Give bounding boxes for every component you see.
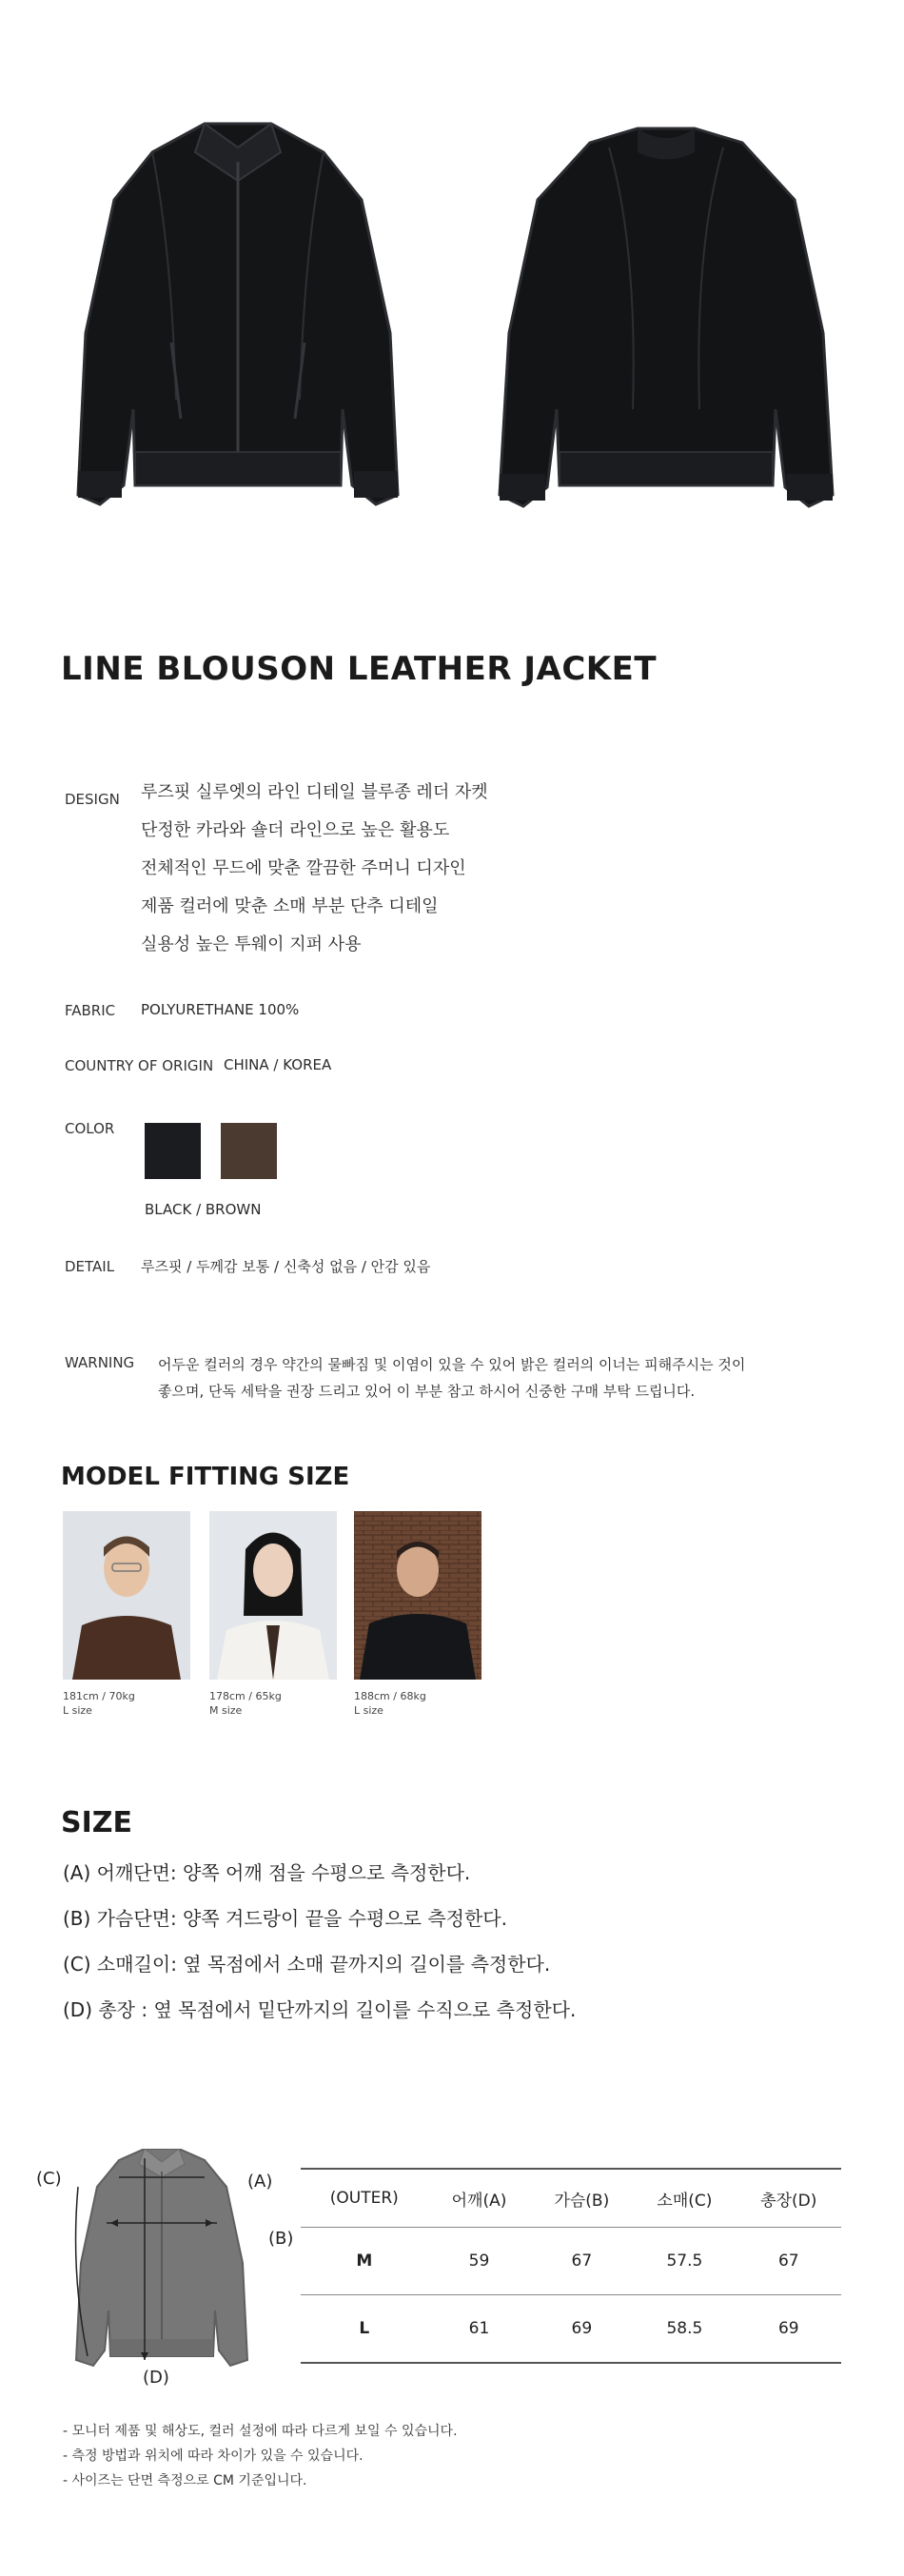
measure-line-d: (D) 총장 : 옆 목점에서 밑단까지의 길이를 수직으로 측정한다.	[63, 1998, 577, 2021]
model-photo-3	[354, 1511, 481, 1680]
measure-line-a: (A) 어깨단면: 양쪽 어깨 점을 수평으로 측정한다.	[63, 1861, 471, 1884]
model-caption-2	[209, 1689, 282, 1718]
note-line: - 모니터 제품 및 해상도, 컬러 설정에 따라 다르게 보일 수 있습니다.	[63, 2424, 458, 2439]
warning-line: 좋으며, 단독 세탁을 권장 드리고 있어 이 부분 참고 하시어 신중한 구매 부탁 드립니다.	[158, 1383, 696, 1400]
col-header: (OUTER)	[301, 2169, 428, 2228]
col-header: 총장(D)	[737, 2169, 841, 2228]
col-header: 소매(C)	[633, 2169, 736, 2228]
size-section-title: SIZE	[61, 1806, 133, 1839]
notes	[63, 2419, 458, 2493]
model-photo-1	[63, 1511, 190, 1680]
size-measure-guide	[63, 1850, 576, 2033]
cell-value: 58.5	[633, 2295, 736, 2364]
product-title: LINE BLOUSON LEATHER JACKET	[61, 650, 658, 688]
cell-value: 67	[530, 2228, 633, 2295]
cell-value: 69	[530, 2295, 633, 2364]
warning-text	[158, 1351, 745, 1405]
detail-label: DETAIL	[65, 1258, 115, 1275]
model-size: L size	[354, 1704, 383, 1717]
cell-value: 61	[428, 2295, 531, 2364]
design-line: 제품 컬러에 맞춘 소매 부분 단추 디테일	[141, 896, 439, 916]
model-caption-1	[63, 1689, 135, 1718]
model-section-title: MODEL FITTING SIZE	[61, 1463, 350, 1491]
diagram-label-a: (A)	[247, 2172, 273, 2192]
diagram-label-d: (D)	[143, 2368, 169, 2388]
cell-value: 59	[428, 2228, 531, 2295]
note-line: - 측정 방법과 위치에 따라 차이가 있을 수 있습니다.	[63, 2448, 364, 2464]
size-table-header	[301, 2169, 841, 2228]
col-header: 어깨(A)	[428, 2169, 531, 2228]
measure-line-c: (C) 소매길이: 옆 목점에서 소매 끝까지의 길이를 측정한다.	[63, 1953, 551, 1976]
design-label: DESIGN	[65, 791, 120, 808]
diagram-label-b: (B)	[268, 2229, 294, 2249]
note-line: - 사이즈는 단면 측정으로 CM 기준입니다.	[63, 2473, 307, 2488]
row-size: M	[301, 2228, 428, 2295]
design-description	[141, 774, 488, 964]
jacket-front-image	[38, 95, 438, 533]
measure-line-b: (B) 가슴단면: 양쪽 겨드랑이 끝을 수평으로 측정한다.	[63, 1907, 507, 1930]
detail-value: 루즈핏 / 두께감 보통 / 신축성 없음 / 안감 있음	[141, 1258, 431, 1275]
cell-value: 67	[737, 2228, 841, 2295]
origin-value: CHINA / KOREA	[224, 1056, 332, 1073]
model-caption-3	[354, 1689, 426, 1718]
warning-line: 어두운 컬러의 경우 약간의 물빠짐 및 이염이 있을 수 있어 밝은 컬러의 이너는 피해주시는 것이	[158, 1356, 746, 1373]
size-diagram	[67, 2149, 257, 2377]
model-photo-2	[209, 1511, 337, 1680]
size-table	[301, 2168, 841, 2364]
color-swatch-brown[interactable]	[221, 1123, 277, 1179]
row-size: L	[301, 2295, 428, 2364]
model-stats: 181cm / 70kg	[63, 1690, 135, 1702]
jacket-back-image	[466, 95, 866, 533]
model-stats: 188cm / 68kg	[354, 1690, 426, 1702]
table-row	[301, 2295, 841, 2364]
model-size: L size	[63, 1704, 92, 1717]
model-size: M size	[209, 1704, 243, 1717]
fabric-label: FABRIC	[65, 1002, 116, 1019]
design-line: 단정한 카라와 숄더 라인으로 높은 활용도	[141, 820, 450, 840]
design-line: 루즈핏 실루엣의 라인 디테일 블루종 레더 자켓	[141, 782, 488, 802]
cell-value: 57.5	[633, 2228, 736, 2295]
col-header: 가슴(B)	[530, 2169, 633, 2228]
color-swatch-black[interactable]	[145, 1123, 201, 1179]
cell-value: 69	[737, 2295, 841, 2364]
origin-label: COUNTRY OF ORIGIN	[65, 1057, 214, 1074]
table-row	[301, 2228, 841, 2295]
design-line: 실용성 높은 투웨이 지퍼 사용	[141, 934, 362, 954]
fabric-value: POLYURETHANE 100%	[141, 1001, 300, 1018]
model-stats: 178cm / 65kg	[209, 1690, 282, 1702]
diagram-label-c: (C)	[36, 2169, 62, 2189]
design-line: 전체적인 무드에 맞춘 깔끔한 주머니 디자인	[141, 858, 466, 878]
color-names: BLACK / BROWN	[145, 1201, 262, 1218]
color-label: COLOR	[65, 1120, 115, 1137]
warning-label: WARNING	[65, 1354, 135, 1371]
